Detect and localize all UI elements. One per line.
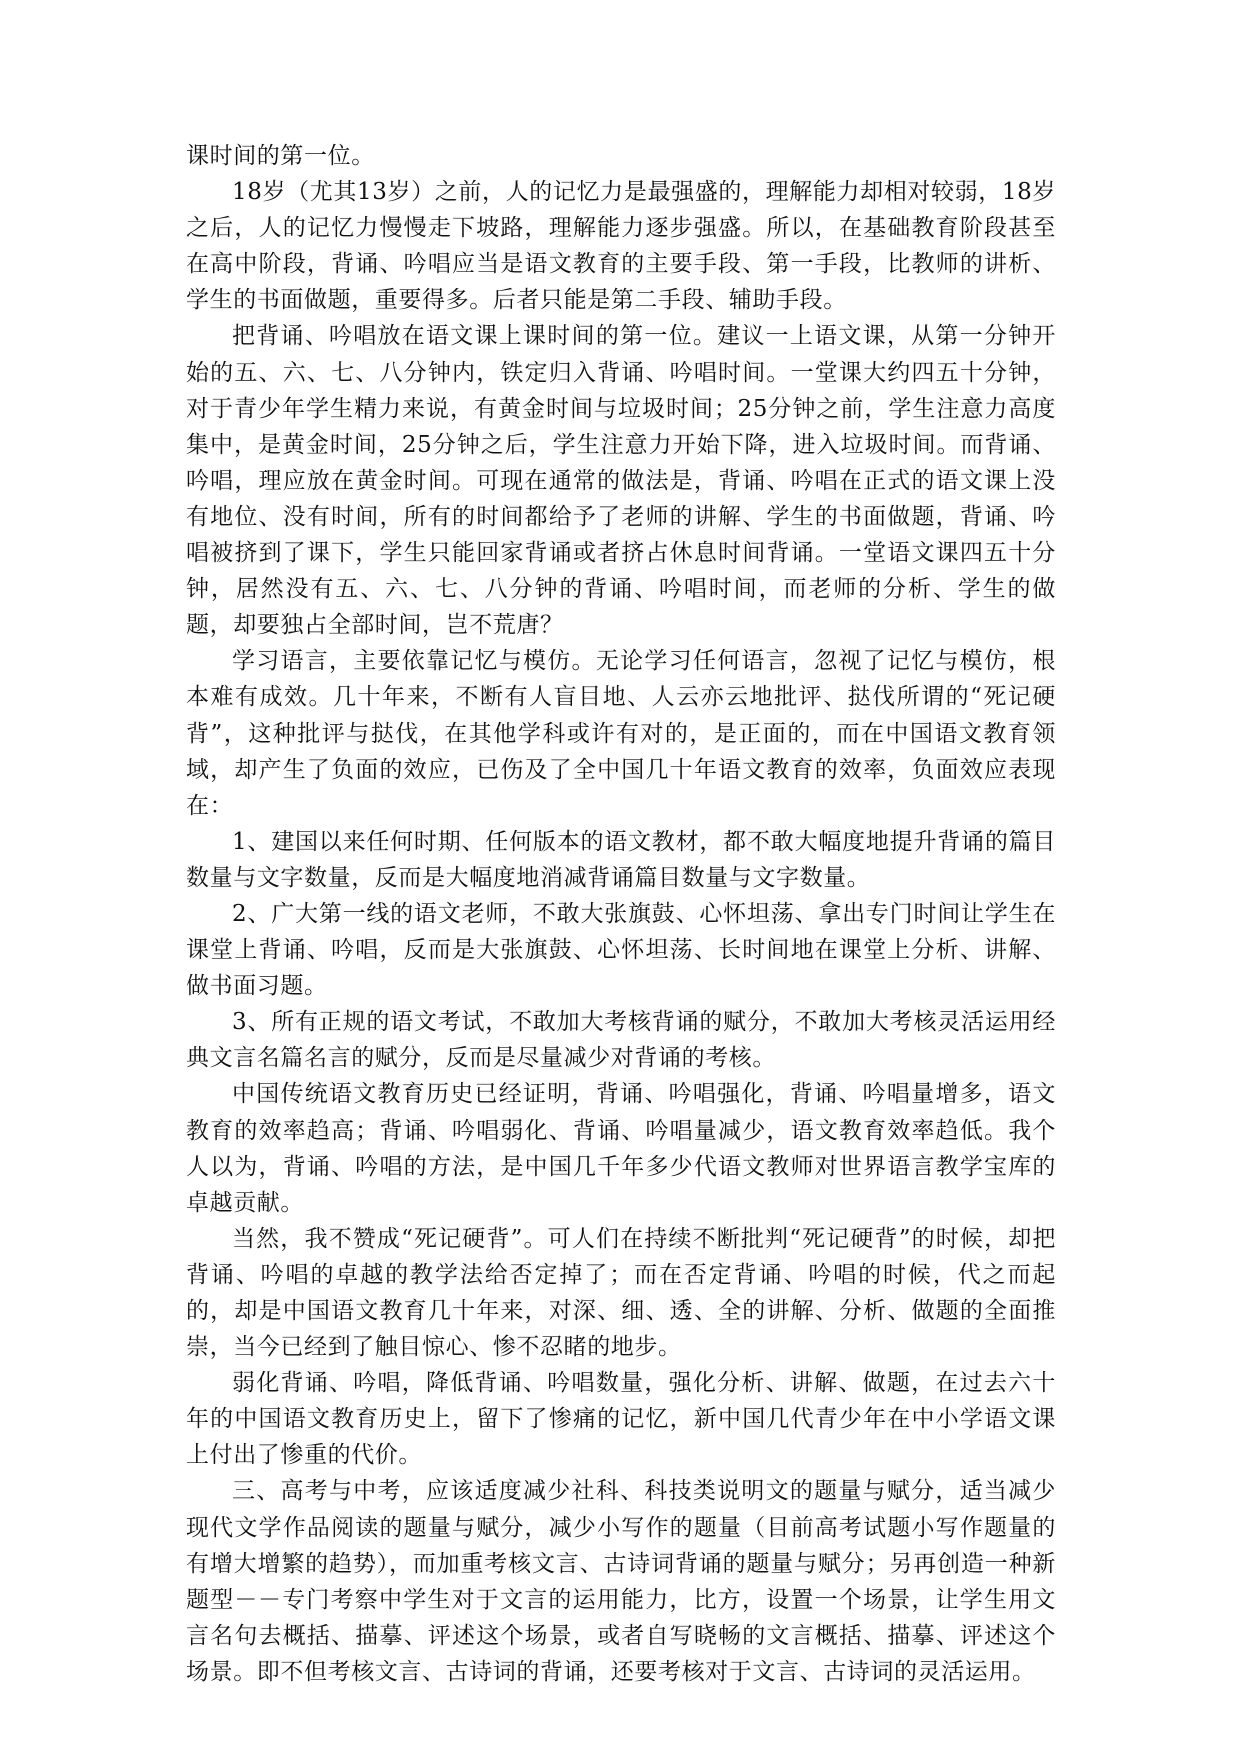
paragraph-effect-2: 2、广大第一线的语文老师，不敢大张旗鼓、心怀坦荡、拿出专门时间让学生在课堂上背诵、吟唱，反而是大张旗鼓、心怀坦荡、长时间地在课堂上分析、讲解、做书面习题。 — [186, 900, 1056, 1000]
paragraph-class-time: 把背诵、吟唱放在语文课上课时间的第一位。建议一上语文课，从第一分钟开始的五、六、七、八分钟内，铁定归入背诵、吟唱时间。一堂课大约四五十分钟，对于青少年学生精力来说，有黄金时间与垃圾时间；25分钟之前，学生注意力高度集中，是黄金时间，25分钟之后，学生注意力开始下降，进入垃圾时间。而背诵、吟唱，理应放在黄金时间。可现在通常的做法是，背诵、吟唱在正式的语文课上没有地位、没有时间，所有的时间都给予了老师的讲解、学生的书面做题，背诵、吟唱被挤到了课下，学生只能回家背诵或者挤占休息时间背诵。一堂语文课四五十分钟，居然没有五、六、七、八分钟的背诵、吟唱时间，而老师的分析、学生的做题，却要独占全部时间，岂不荒唐？ — [186, 323, 1056, 639]
paragraph-weakening: 弱化背诵、吟唱，降低背诵、吟唱数量，强化分析、讲解、做题，在过去六十年的中国语文教育历史上，留下了惨痛的记忆，新中国几代青少年在中小学语文课上付出了惨重的代价。 — [186, 1370, 1056, 1469]
paragraph-exam-reform: 三、高考与中考，应该适度减少社科、科技类说明文的题量与赋分，适当减少现代文学作品阅读的题量与赋分，减少小写作的题量（目前高考试题小写作题量的有增大增繁的趋势），而加重考核文言、古诗词背诵的题量与赋分；另再创造一种新题型－－专门考察中学生对于文言的运用能力，比方，设置一个场景，让学生用文言名句去概括、描摹、评述这个场景，或者自写晓畅的文言概括、描摹、评述这个场景。即不但考核文言、古诗词的背诵，还要考核对于文言、古诗词的灵活运用。 — [186, 1478, 1056, 1685]
document-page — [186, 138, 1056, 1690]
paragraph-memory-age: 18岁（尤其13岁）之前，人的记忆力是最强盛的，理解能力却相对较弱，18岁之后，人的记忆力慢慢走下坡路，理解能力逐步强盛。所以，在基础教育阶段甚至在高中阶段，背诵、吟唱应当是语文教育的主要手段、第一手段，比教师的讲析、学生的书面做题，重要得多。后者只能是第二手段、辅助手段。 — [186, 179, 1056, 314]
paragraph-rote-learning: 当然，我不赞成“死记硬背”。可人们在持续不断批判“死记硬背”的时候，却把背诵、吟唱的卓越的教学法给否定掉了；而在否定背诵、吟唱的时候，代之而起的，却是中国语文教育几十年来，对深、细、透、全的讲解、分析、做题的全面推崇，当今已经到了触目惊心、惨不忍睹的地步。 — [186, 1225, 1056, 1361]
paragraph-language-learning: 学习语言，主要依靠记忆与模仿。无论学习任何语言，忽视了记忆与模仿，根本难有成效。几十年来，不断有人盲目地、人云亦云地批评、挞伐所谓的“死记硬背”，这种批评与挞伐，在其他学科或许有对的，是正面的，而在中国语文教育领域，却产生了负面的效应，已伤及了全中国几十年语文教育的效率，负面效应表现在： — [186, 648, 1056, 819]
paragraph-tradition: 中国传统语文教育历史已经证明，背诵、吟唱强化，背诵、吟唱量增多，语文教育的效率趋高；背诵、吟唱弱化、背诵、吟唱量减少，语文教育效率趋低。我个人以为，背诵、吟唱的方法，是中国几千年多少代语文教师对世界语言教学宝库的卓越贡献。 — [186, 1081, 1056, 1216]
paragraph-continuation: 课时间的第一位。 — [186, 143, 375, 169]
paragraph-effect-3: 3、所有正规的语文考试，不敢加大考核背诵的赋分，不敢加大考核灵活运用经典文言名篇名言的赋分，反而是尽量减少对背诵的考核。 — [186, 1009, 1056, 1072]
paragraph-effect-1: 1、建国以来任何时期、任何版本的语文教材，都不敢大幅度地提升背诵的篇目数量与文字数量，反而是大幅度地消减背诵篇目数量与文字数量。 — [186, 828, 1056, 891]
